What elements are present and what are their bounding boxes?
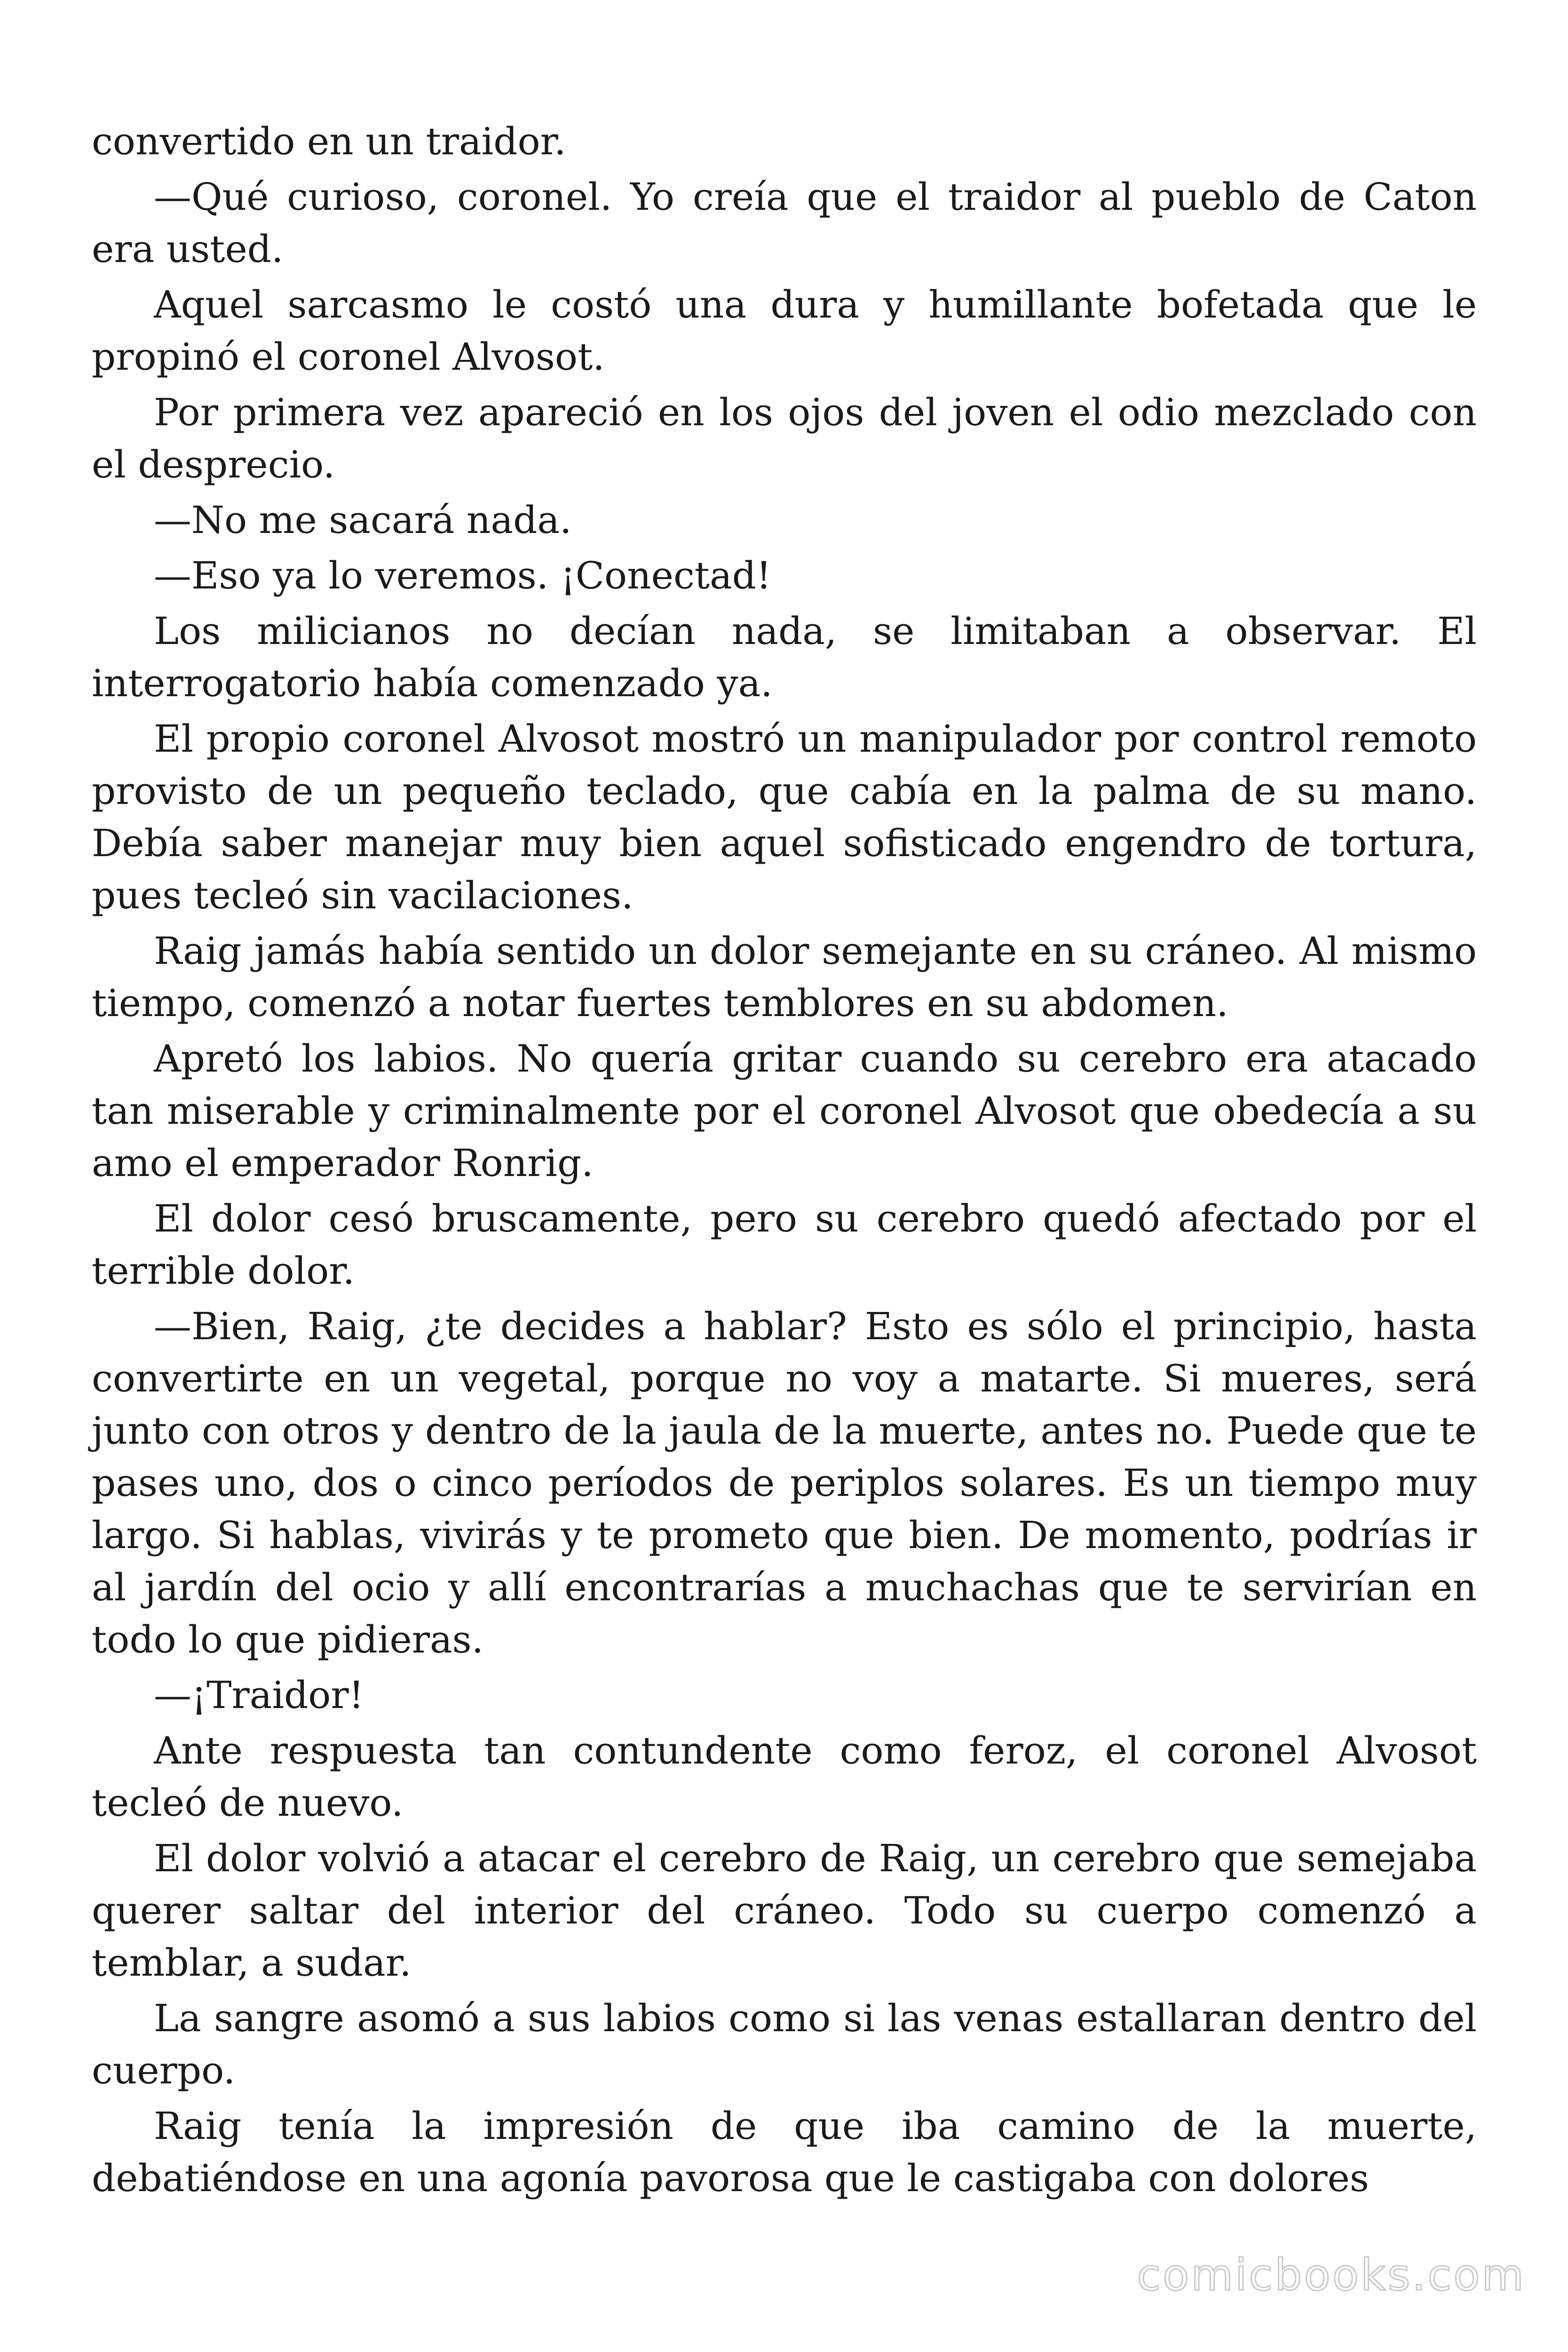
paragraph: El dolor volvió a atacar el cerebro de Raig, un cerebro que semejaba querer saltar del interior del cráneo. Todo su cuerpo comenzó a temblar, a sudar. [92,1836,1477,1985]
paragraph: —Eso ya lo veremos. ¡Conectad! [154,554,772,597]
paragraph: Ante respuesta tan contundente como feroz, el coronel Alvosot tecleó de nuevo. [92,1729,1477,1825]
paragraph: El dolor cesó bruscamente, pero su cerebro quedó afectado por el terrible dolor. [92,1197,1477,1293]
paragraph: convertido en un traidor. [92,119,566,163]
paragraph: Aquel sarcasmo le costó una dura y humillante bofetada que le propinó el coronel Alvosot. [92,283,1477,379]
paragraph: —¡Traidor! [154,1673,364,1717]
paragraph: —Qué curioso, coronel. Yo creía que el traidor al pueblo de Caton era usted. [92,175,1477,271]
paragraph: Los milicianos no decían nada, se limitaban a observar. El interrogatorio había comenzado ya. [92,609,1477,705]
paragraph: Por primera vez apareció en los ojos del joven el odio mezclado con el desprecio. [92,390,1477,486]
paragraph: —Bien, Raig, ¿te decides a hablar? Esto es sólo el principio, hasta convertirte en un vegetal, porque no voy a matarte. Si mueres, será junto con otros y dentro de la jaula de la muerte, antes no. Puede que te pases uno, dos o cinco períodos de periplos solares. Es un tiempo muy largo. Si hablas, vivirás y te prometo que bien. De momento, podrías ir al jardín del ocio y allí encontrarías a muchachas que te servirían en todo lo que pidieras. [92,1304,1477,1661]
paragraph: La sangre asomó a sus labios como si las venas estallaran dentro del cuerpo. [92,1996,1477,2092]
paragraph: Apretó los labios. No quería gritar cuando su cerebro era atacado tan miserable y criminalmente por el coronel Alvosot que obedecía a su amo el emperador Ronrig. [92,1037,1477,1185]
paragraph: Raig jamás había sentido un dolor semejante en su cráneo. Al mismo tiempo, comenzó a notar fuertes temblores en su abdomen. [92,929,1477,1025]
paragraph: Raig tenía la impresión de que iba camino de la muerte, debatiéndose en una agonía pavorosa que le castigaba con dolores [92,2104,1477,2200]
book-page-text [92,115,1477,2260]
paragraph: —No me sacará nada. [154,498,572,542]
paragraph: El propio coronel Alvosot mostró un manipulador por control remoto provisto de un pequeño teclado, que cabía en la palma de su mano. Debía saber manejar muy bien aquel sofisticado engendro de tortura, pues tecleó sin vacilaciones. [92,717,1477,917]
watermark: comicbooks.com [1137,2250,1526,2300]
